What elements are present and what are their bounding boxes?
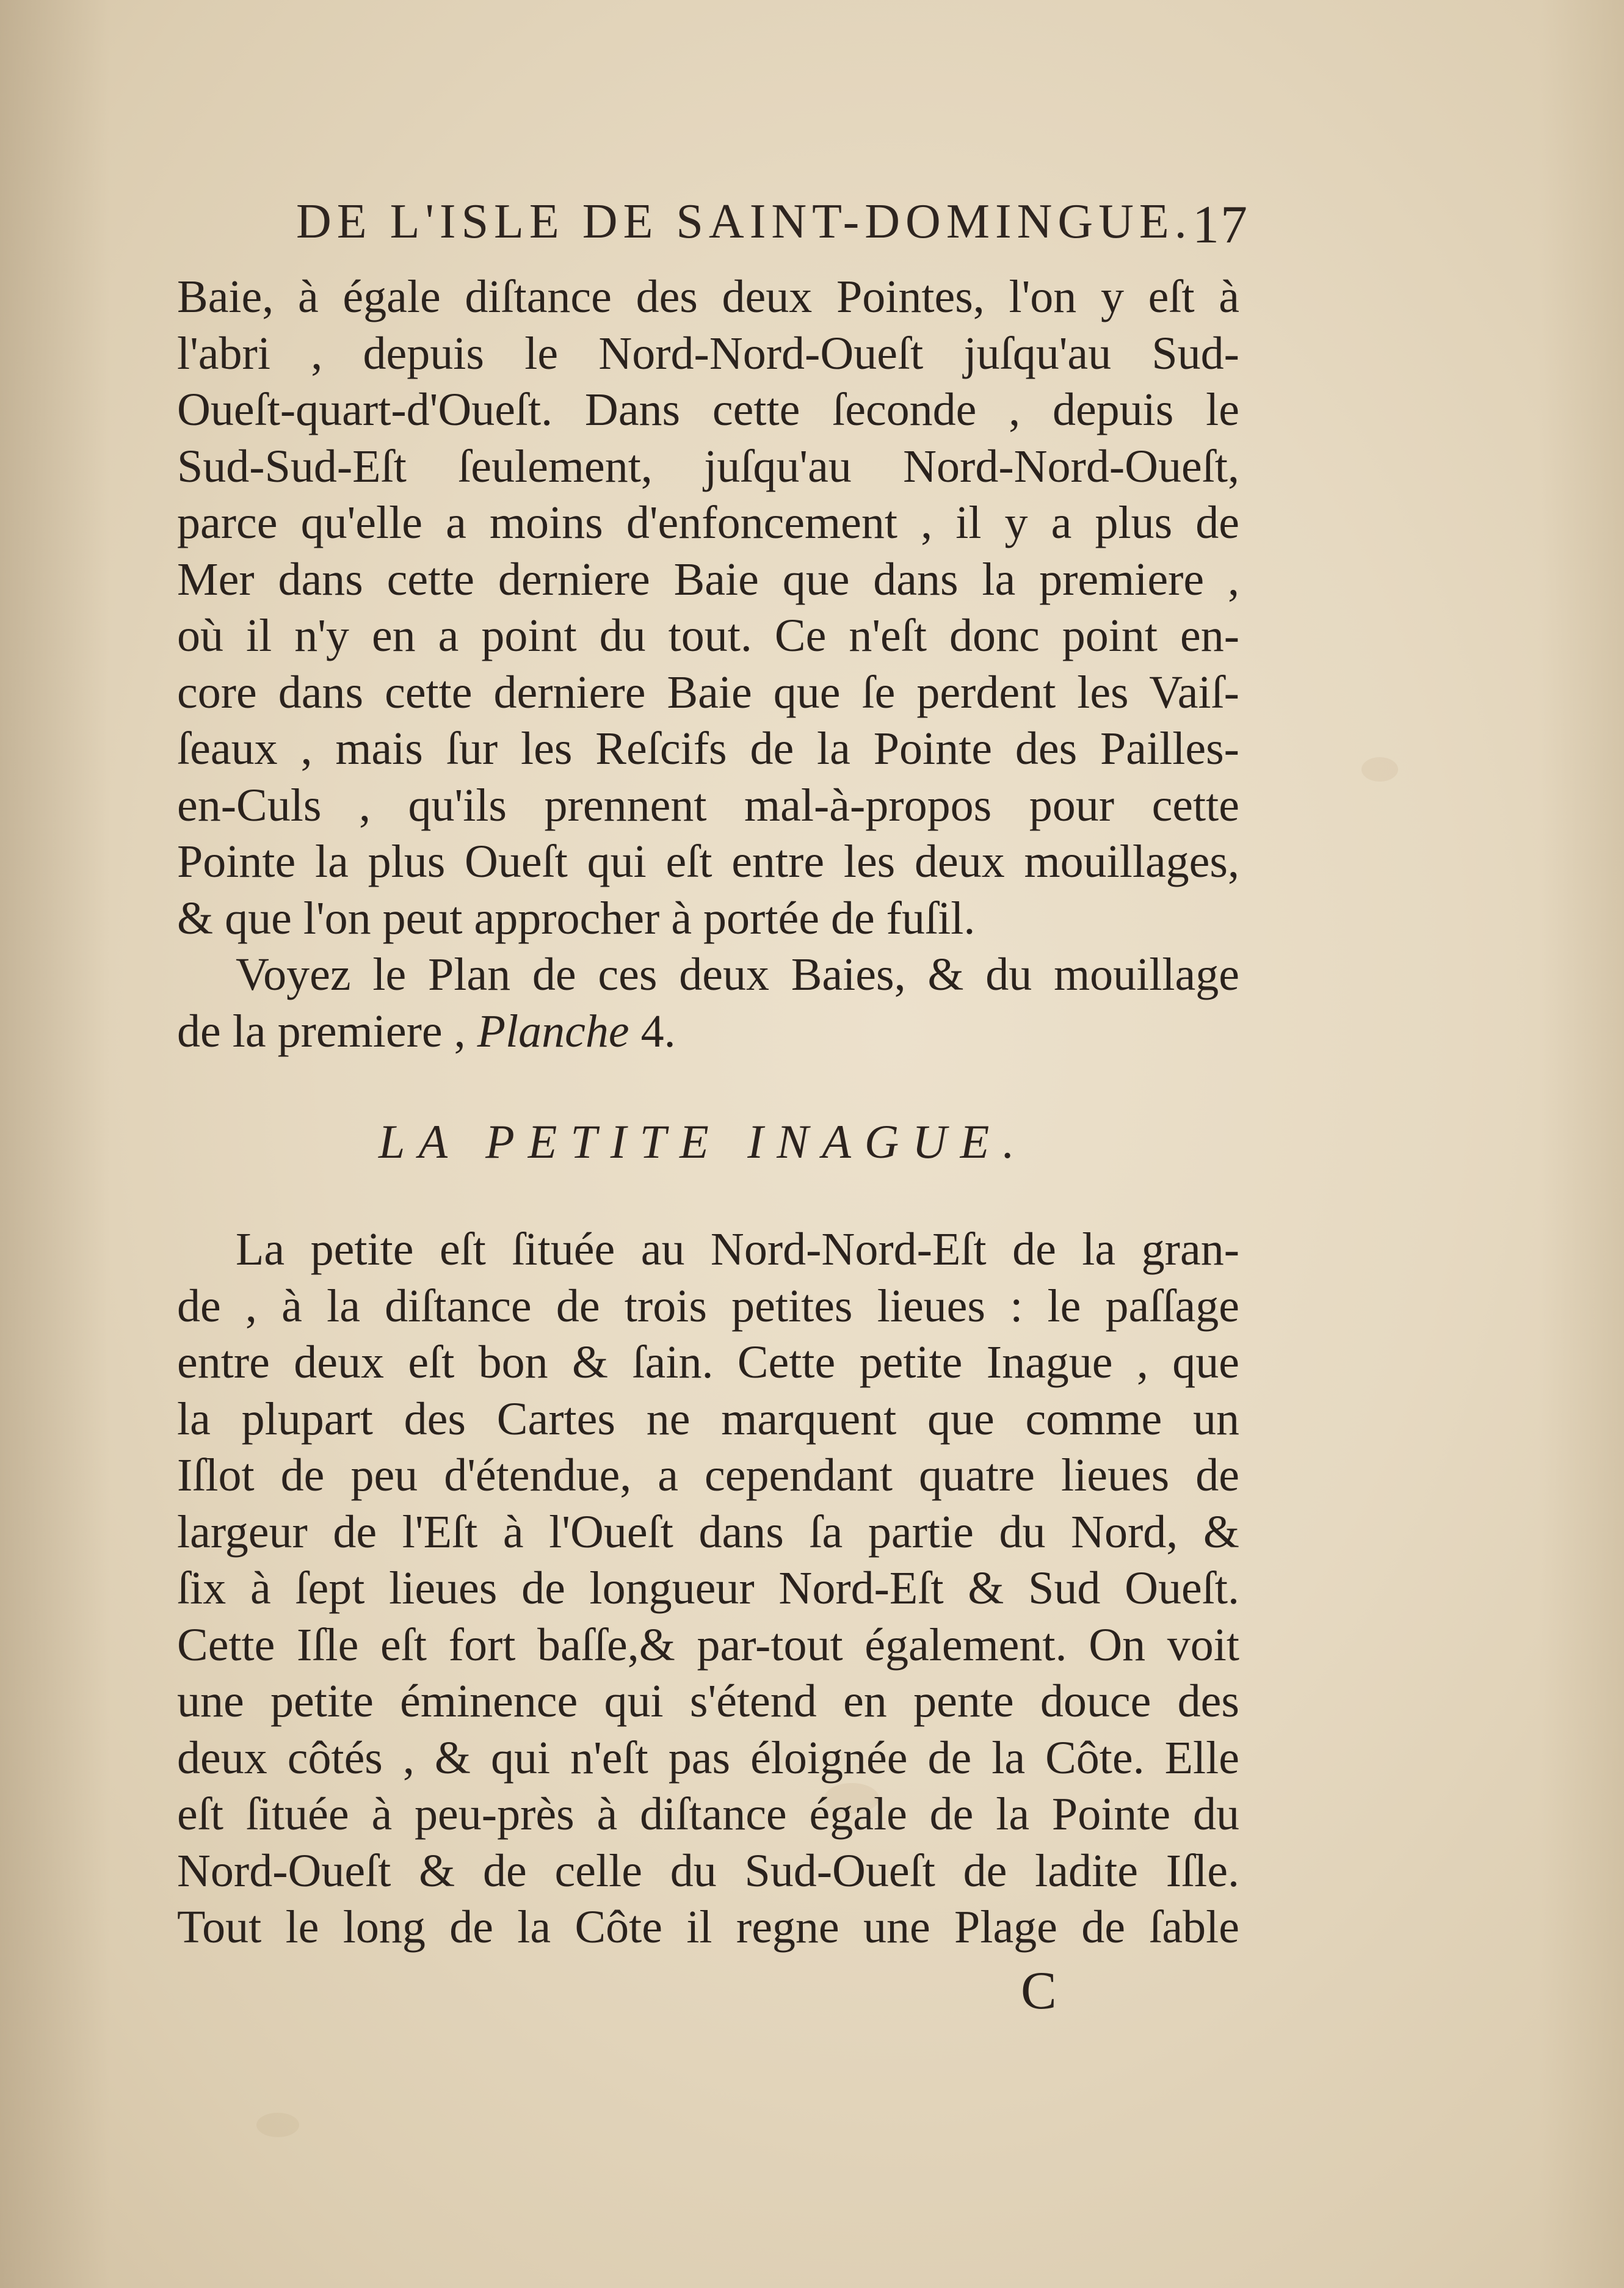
text-line: & que l'on peut approcher à portée de fuſil.	[177, 892, 976, 944]
text-line: ſeaux , mais ſur les Reſcifs de la Pointe des Pailles-	[177, 723, 1239, 774]
text-line: de , à la diſtance de trois petites lieues : le paſſage	[177, 1280, 1239, 1332]
text-line: largeur de l'Eſt à l'Oueſt dans ſa partie du Nord, &	[177, 1506, 1239, 1558]
signature-mark: C	[1021, 1961, 1057, 2021]
text-line: eſt ſituée à peu-près à diſtance égale de la Pointe du	[177, 1789, 1239, 1840]
paragraph-petite-inague	[177, 1221, 1239, 1956]
text-line	[177, 1003, 1239, 1060]
text-line: Nord-Oueſt & de celle du Sud-Oueſt de ladite Iſle.	[177, 1845, 1239, 1897]
text-line: Voyez le Plan de ces deux Baies, & du mouillage	[236, 949, 1239, 1000]
text-line: core dans cette derniere Baie que ſe perdent les Vaiſ-	[177, 666, 1239, 718]
plate-number: 4.	[640, 1005, 676, 1057]
plate-reference: Planche	[477, 1005, 629, 1057]
text-line: Tout le long de la Côte il regne une Plage de ſable	[177, 1901, 1239, 1953]
text-line: entre deux eſt bon & ſain. Cette petite Inague , que	[177, 1337, 1239, 1388]
text-line: Iſlot de peu d'étendue, a cependant quatre lieues de	[177, 1450, 1239, 1501]
text-line: Cette Iſle eſt fort baſſe,& par-tout également. On voit	[177, 1619, 1239, 1671]
section-title: LA PETITE INAGUE.	[379, 1115, 1028, 1168]
text-line: Mer dans cette derniere Baie que dans la premiere ,	[177, 553, 1239, 605]
text-line: une petite éminence qui s'étend en pente douce des	[177, 1676, 1239, 1727]
text-line: Baie, à égale diſtance des deux Pointes, l'on y eſt à	[177, 271, 1239, 322]
text-line: Pointe la plus Oueſt qui eſt entre les deux mouillages,	[177, 836, 1239, 887]
running-header	[174, 194, 1249, 261]
text-line: deux côtés , & qui n'eſt pas éloignée de la Côte. Elle	[177, 1732, 1239, 1784]
text-line: Oueſt-quart-d'Oueſt. Dans cette ſeconde , depuis le	[177, 384, 1239, 435]
text-line: parce qu'elle a moins d'enfoncement , il y a plus de	[177, 497, 1239, 548]
paragraph-continuation	[177, 269, 1239, 946]
text-line: où il n'y en a point du tout. Ce n'eſt donc point en-	[177, 610, 1239, 661]
text-line: ſix à ſept lieues de longueur Nord-Eſt & Sud Oueſt.	[177, 1563, 1239, 1614]
stain	[1361, 757, 1398, 782]
text-line: en-Culs , qu'ils prennent mal-à-propos pour cette	[177, 779, 1239, 831]
text-line: La petite eſt ſituée au Nord-Nord-Eſt de la gran-	[236, 1224, 1239, 1275]
text-line: la plupart des Cartes ne marquent que comme un	[177, 1393, 1239, 1445]
paragraph-plan-reference	[177, 946, 1239, 1059]
text-line: Sud-Sud-Eſt ſeulement, juſqu'au Nord-Nord-Oueſt,	[177, 440, 1239, 492]
page-number: 17	[1192, 195, 1249, 255]
text-line: l'abri , depuis le Nord-Nord-Oueſt juſqu'au Sud-	[177, 327, 1239, 379]
text-fragment: de la premiere ,	[177, 1005, 466, 1057]
stain	[256, 2113, 299, 2137]
running-title: DE L'ISLE DE SAINT-DOMINGUE.	[296, 195, 1192, 249]
